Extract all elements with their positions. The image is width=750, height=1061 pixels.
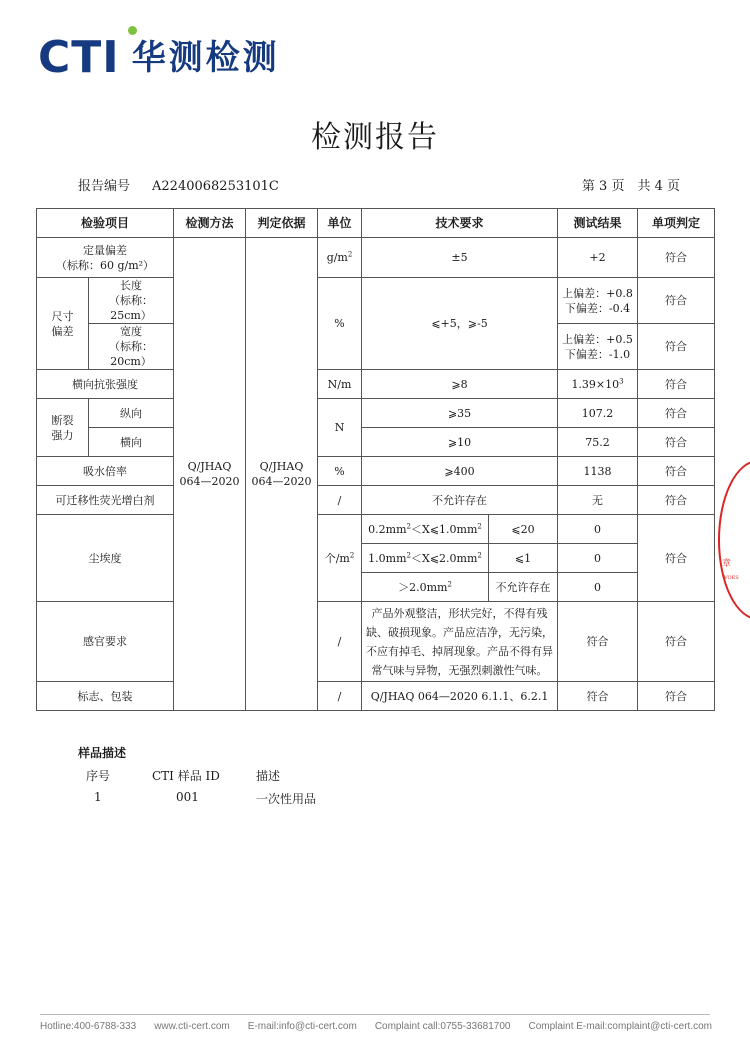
result-cell: 75.2	[558, 428, 638, 457]
verdict-cell: 符合	[638, 486, 715, 515]
footer-divider	[40, 1014, 710, 1015]
seal-subtext: VOES	[724, 575, 739, 581]
header-method: 检测方法	[174, 209, 246, 238]
header-result: 测试结果	[558, 209, 638, 238]
sample-header-id: CTI 样品 ID	[152, 769, 220, 783]
result-cell: +2	[558, 238, 638, 278]
page-info: 第 3 页 共 4 页	[581, 179, 680, 194]
requirement-cell: ⩽+5，⩾-5	[362, 278, 558, 370]
table-row	[37, 278, 715, 324]
table-row	[37, 370, 715, 399]
footer-complaint-call: Complaint call:0755-33681700	[374, 1021, 511, 1032]
header-verdict: 单项判定	[638, 209, 715, 238]
table-row	[37, 457, 715, 486]
header-unit: 单位	[318, 209, 362, 238]
dust-range-cell: $1.0mm^2<X⩽2.0mm^2$	[362, 544, 489, 573]
result-cell: 0	[558, 573, 638, 602]
requirement-cell: Q/JHAQ 064—2020 6.1.1、6.2.1	[362, 682, 558, 711]
company-logo	[38, 30, 280, 83]
group-size: 尺寸 偏差	[37, 278, 89, 370]
verdict-cell: 符合	[638, 428, 715, 457]
result-cell: 上偏差：+0.8 下偏差：-0.4	[558, 278, 638, 324]
result-cell: 符合	[558, 682, 638, 711]
result-cell: 无	[558, 486, 638, 515]
requirement-cell: ⩾8	[362, 370, 558, 399]
sample-id: 001	[176, 790, 199, 804]
unit-cell: %	[318, 278, 362, 370]
verdict-cell: 符合	[638, 399, 715, 428]
result-cell: 1138	[558, 457, 638, 486]
table-row	[37, 486, 715, 515]
item-absorption: 吸水倍率	[37, 457, 174, 486]
dust-limit-cell: ⩽1	[489, 544, 558, 573]
table-row	[37, 682, 715, 711]
result-cell: 符合	[558, 602, 638, 682]
unit-cell: /	[318, 602, 362, 682]
verdict-cell: 符合	[638, 515, 715, 602]
item-transverse: 横向	[89, 428, 174, 457]
verdict-cell: 符合	[638, 370, 715, 399]
table-row	[37, 428, 715, 457]
result-cell: 上偏差：+0.5 下偏差：-1.0	[558, 324, 638, 370]
requirement-cell: ⩾10	[362, 428, 558, 457]
table-row	[37, 399, 715, 428]
logo-cti-text: CTI	[38, 32, 120, 83]
result-cell: $1.39\times 10^3$	[558, 370, 638, 399]
method-cell: Q/JHAQ 064—2020	[174, 238, 246, 711]
requirement-cell: ⩾35	[362, 399, 558, 428]
verdict-cell: 符合	[638, 602, 715, 682]
item-longitudinal: 纵向	[89, 399, 174, 428]
table-row	[37, 602, 715, 682]
footer-hotline: Hotline:400-6788-333	[40, 1021, 137, 1032]
verdict-cell: 符合	[638, 682, 715, 711]
footer	[40, 1021, 712, 1032]
item-basis-weight: 定量偏差 （标称：60 g/m²）	[37, 238, 174, 278]
report-number-value: A2240068253101C	[152, 179, 279, 194]
requirement-cell: ±5	[362, 238, 558, 278]
result-cell: 0	[558, 515, 638, 544]
report-number-label: 报告编号	[78, 179, 131, 194]
item-length: 长度 （标称：25cm）	[89, 278, 174, 324]
requirement-cell: ⩾400	[362, 457, 558, 486]
verdict-cell: 符合	[638, 278, 715, 324]
item-dust: 尘埃度	[37, 515, 174, 602]
unit-cell: %	[318, 457, 362, 486]
seal-text: 章	[722, 559, 732, 569]
requirement-cell: 产品外观整洁，形状完好，不得有残缺、破损现象。产品应洁净，无污染，不应有掉毛、掉屑现象。产品不得有异常气味与异物，无强烈刺激性气味。	[362, 602, 558, 682]
dust-range-cell: $>2.0mm^2$	[362, 573, 489, 602]
document-title: 检测报告	[311, 120, 439, 155]
result-cell: 0	[558, 544, 638, 573]
basis-cell: Q/JHAQ 064—2020	[246, 238, 318, 711]
header-basis: 判定依据	[246, 209, 318, 238]
verdict-cell: 符合	[638, 238, 715, 278]
item-fluorescent: 可迁移性荧光增白剂	[37, 486, 174, 515]
table-row	[37, 515, 715, 544]
verdict-cell: 符合	[638, 324, 715, 370]
official-seal	[718, 460, 750, 620]
test-results-table	[36, 208, 715, 711]
logo-chinese-text: 华测检测	[131, 38, 280, 78]
requirement-cell: 不允许存在	[362, 486, 558, 515]
unit-cell: /	[318, 486, 362, 515]
sample-seq: 1	[94, 790, 102, 804]
dust-limit-cell: ⩽20	[489, 515, 558, 544]
footer-email: E-mail:info@cti-cert.com	[247, 1021, 357, 1032]
report-number	[78, 175, 279, 194]
sample-section-title: 样品描述	[78, 746, 127, 760]
sample-header-seq: 序号	[86, 769, 111, 783]
footer-complaint-email: Complaint E-mail:complaint@cti-cert.com	[528, 1021, 712, 1032]
item-tensile: 横向抗张强度	[37, 370, 174, 399]
sample-desc: 一次性用品	[256, 792, 317, 806]
unit-cell: N	[318, 399, 362, 457]
header-item: 检验项目	[37, 209, 174, 238]
dust-limit-cell: 不允许存在	[489, 573, 558, 602]
header-requirement: 技术要求	[362, 209, 558, 238]
unit-cell: /	[318, 682, 362, 711]
sample-header-desc: 描述	[256, 769, 281, 783]
footer-website: www.cti-cert.com	[154, 1021, 230, 1032]
verdict-cell: 符合	[638, 457, 715, 486]
item-marking: 标志、包装	[37, 682, 174, 711]
item-width: 宽度 （标称：20cm）	[89, 324, 174, 370]
unit-cell: 个$/m^2$	[318, 515, 362, 602]
group-break: 断裂 强力	[37, 399, 89, 457]
dust-range-cell: $0.2mm^2<X⩽1.0mm^2$	[362, 515, 489, 544]
table-header-row	[37, 209, 715, 238]
item-sensory: 感官要求	[37, 602, 174, 682]
unit-cell: $g/m^2$	[318, 238, 362, 278]
table-row	[37, 238, 715, 278]
logo-dot-icon	[128, 26, 137, 35]
unit-cell: N/m	[318, 370, 362, 399]
result-cell: 107.2	[558, 399, 638, 428]
